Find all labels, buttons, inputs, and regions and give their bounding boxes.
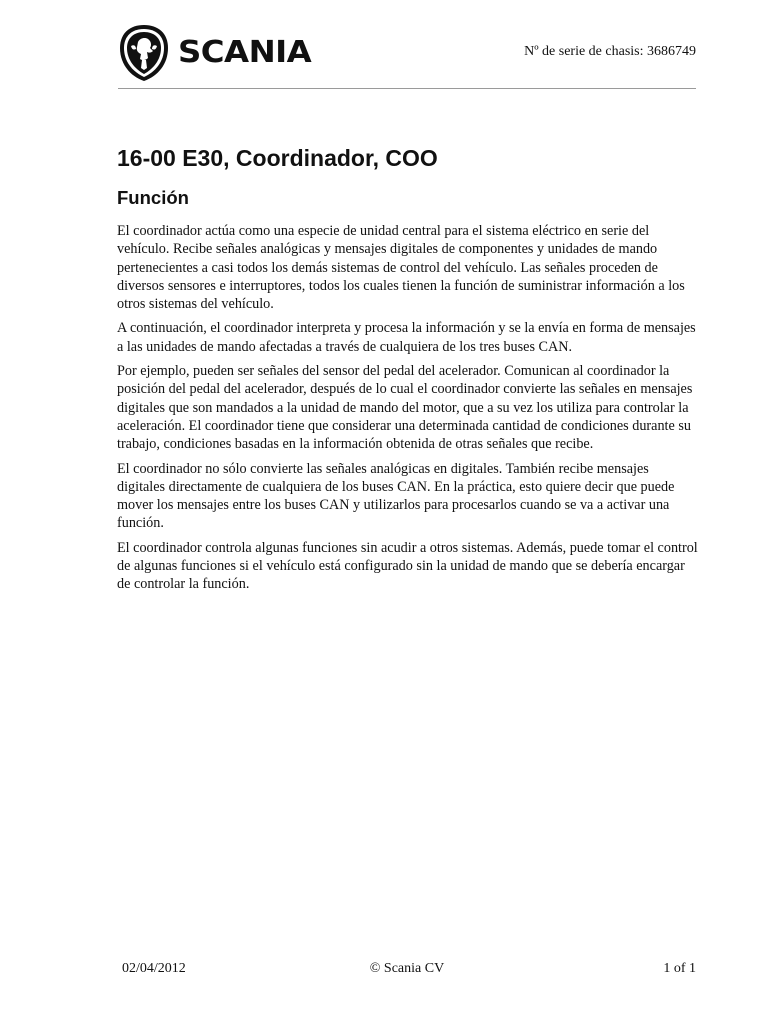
- griffin-emblem-icon: [118, 24, 170, 82]
- page-footer: [118, 961, 696, 983]
- paragraph: El coordinador no sólo convierte las señales analógicas en digitales. También recibe mensajes digitales directamente de cualquiera de los buses CAN. En la práctica, esto quiere decir que puede mover los mensajes entre los buses CAN y utilizarlos para procesarlos cuando se va a activar una función.: [117, 460, 675, 532]
- page-header: [118, 14, 696, 90]
- chassis-serial-number: Nº de serie de chasis: 3686749: [524, 44, 696, 59]
- scania-wordmark: SCANIA: [178, 35, 312, 70]
- paragraph: El coordinador actúa como una especie de unidad central para el sistema eléctrico en serie del vehículo. Recibe señales analógicas y mensajes digitales de componentes y unidades de mando pertenecientes a casi todos los demás sistemas de control del vehículo. Las señales proceden de diversos sensores e interruptores, todos los cuales tienen la función de suministrar información a los otros sistemas del vehículo.: [117, 223, 685, 313]
- footer-page-number: 1 of 1: [663, 961, 696, 976]
- footer-date: 02/04/2012: [122, 961, 186, 976]
- section-heading-funcion: Función: [117, 187, 189, 208]
- paragraph: El coordinador controla algunas funciones sin acudir a otros sistemas. Además, puede tomar el control de algunas funciones si el vehículo está configurado sin la unidad de mando que se debería encargar de controlar la función.: [117, 539, 698, 593]
- footer-copyright: © Scania CV: [369, 961, 445, 976]
- paragraph: Por ejemplo, pueden ser señales del sensor del pedal del acelerador. Comunican al coordinador la posición del pedal del acelerador, después de lo cual el coordinador convierte las señales en mensajes digitales que son mandados a la unidad de mando del motor, que a su vez los utiliza para controlar la aceleración. El coordinador tiene que considerar una determinada cantidad de condiciones durante su trabajo, condiciones basadas en la información obtenida de otras señales que recibe.: [117, 363, 693, 453]
- scania-logo: [118, 20, 333, 86]
- header-divider: [118, 88, 696, 89]
- paragraph: A continuación, el coordinador interpreta y procesa la información y se la envía en forma de mensajes a las unidades de mando afectadas a través de cualquiera de los tres buses CAN.: [117, 320, 696, 355]
- body-text: [117, 222, 699, 600]
- document-title: 16-00 E30, Coordinador, COO: [117, 145, 438, 171]
